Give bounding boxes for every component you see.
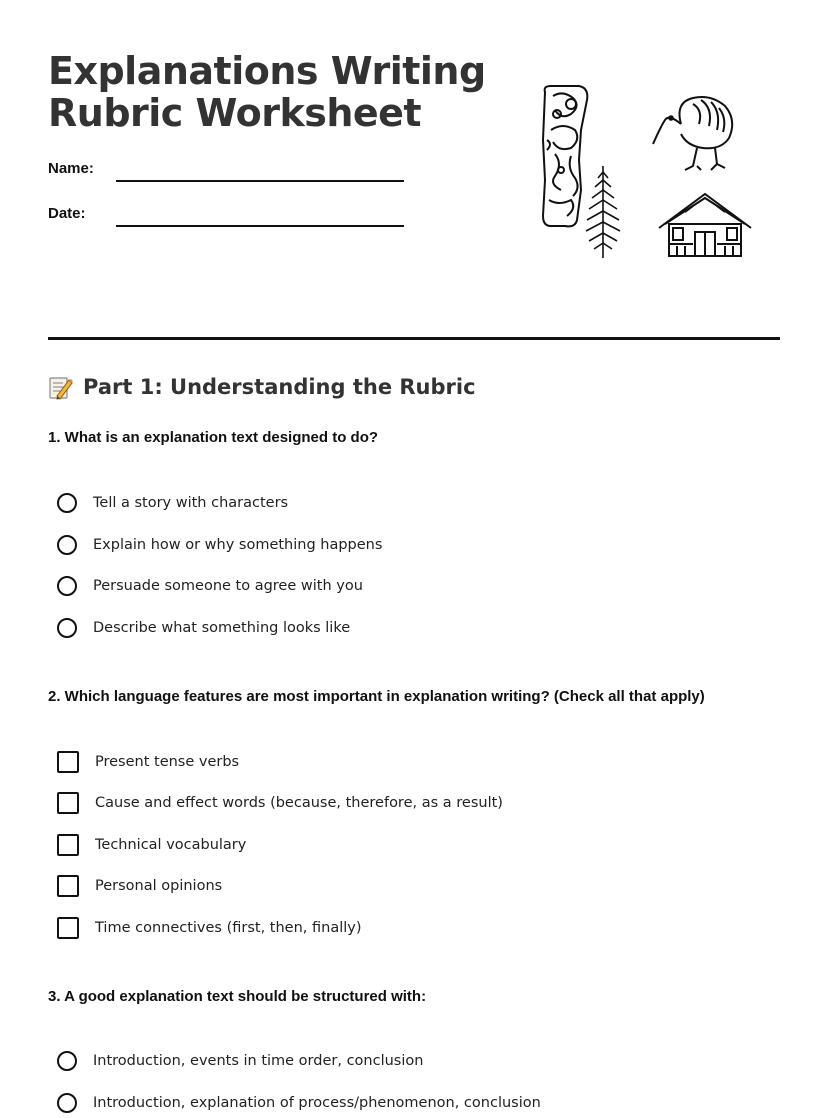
carved-pou-icon xyxy=(543,86,587,226)
q1-option[interactable] xyxy=(57,532,382,558)
q1-option[interactable] xyxy=(57,615,350,641)
radio-button[interactable] xyxy=(57,535,77,555)
title-line-1: Explanations Writing xyxy=(48,49,486,93)
date-field[interactable] xyxy=(116,225,404,227)
option-label: Technical vocabulary xyxy=(95,837,247,853)
radio-button[interactable] xyxy=(57,1093,77,1113)
radio-button[interactable] xyxy=(57,618,77,638)
kiwi-bird-icon xyxy=(653,97,732,170)
q1-option[interactable] xyxy=(57,490,288,516)
option-label: Cause and effect words (because, therefore, as a result) xyxy=(95,795,503,811)
checkbox[interactable] xyxy=(57,834,79,856)
wharenui-house-icon xyxy=(659,194,751,256)
radio-button[interactable] xyxy=(57,1051,77,1071)
radio-button[interactable] xyxy=(57,576,77,596)
section-divider xyxy=(48,337,780,340)
question-3: 3. A good explanation text should be structured with: xyxy=(48,988,427,1005)
worksheet-title xyxy=(48,50,486,134)
q2-option[interactable] xyxy=(57,749,239,775)
q3-option[interactable] xyxy=(57,1048,423,1074)
radio-button[interactable] xyxy=(57,493,77,513)
q2-option[interactable] xyxy=(57,873,222,899)
title-line-2: Rubric Worksheet xyxy=(48,91,422,135)
memo-pencil-icon xyxy=(48,374,74,400)
option-label: Describe what something looks like xyxy=(93,620,351,636)
q3-option[interactable] xyxy=(57,1090,541,1116)
name-field[interactable] xyxy=(116,180,404,182)
option-label: Personal opinions xyxy=(95,878,223,894)
q2-option[interactable] xyxy=(57,832,246,858)
option-label: Introduction, explanation of process/phenomenon, conclusion xyxy=(93,1095,541,1111)
part1-heading-text: Part 1: Understanding the Rubric xyxy=(83,375,476,399)
option-label: Persuade someone to agree with you xyxy=(93,578,363,594)
option-label: Tell a story with characters xyxy=(93,495,289,511)
q2-option[interactable] xyxy=(57,915,362,941)
question-1: 1. What is an explanation text designed to do? xyxy=(48,429,379,446)
q1-option[interactable] xyxy=(57,573,363,599)
checkbox[interactable] xyxy=(57,792,79,814)
date-label: Date: xyxy=(48,205,86,222)
option-label: Time connectives (first, then, finally) xyxy=(95,920,362,936)
fern-icon xyxy=(586,166,620,258)
checkbox[interactable] xyxy=(57,751,79,773)
option-label: Present tense verbs xyxy=(95,754,240,770)
option-label: Explain how or why something happens xyxy=(93,537,383,553)
q2-option[interactable] xyxy=(57,790,503,816)
illustrations xyxy=(535,80,755,262)
part1-heading xyxy=(48,374,476,400)
checkbox[interactable] xyxy=(57,917,79,939)
name-label: Name: xyxy=(48,160,94,177)
checkbox[interactable] xyxy=(57,875,79,897)
option-label: Introduction, events in time order, conclusion xyxy=(93,1053,424,1069)
question-2: 2. Which language features are most important in explanation writing? (Check all that apply) xyxy=(48,688,705,705)
